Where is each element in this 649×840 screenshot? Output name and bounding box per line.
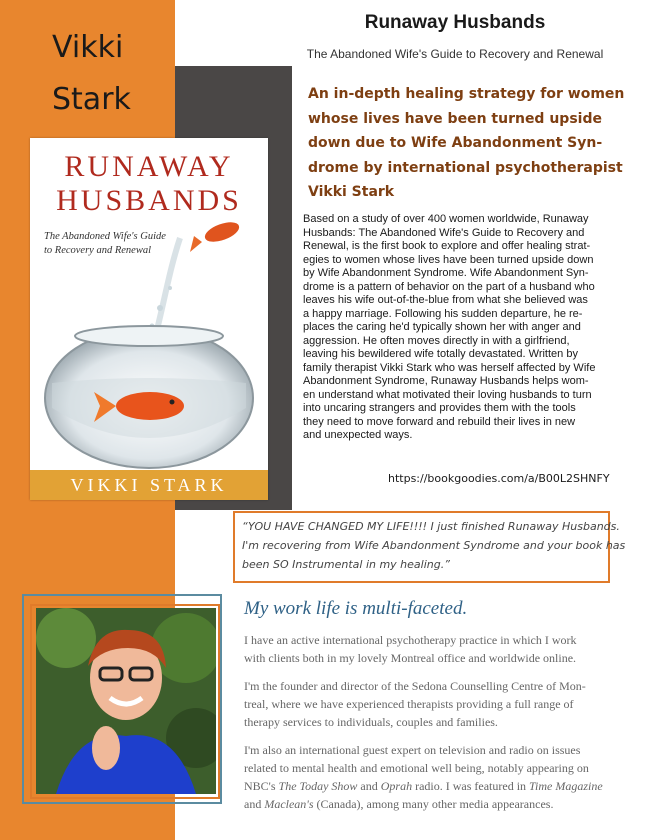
headline-line: whose lives have been turned upside: [308, 110, 602, 127]
work-paragraph: [244, 741, 639, 813]
description-line: Husbands: The Abandoned Wife's Guide to Recovery and: [303, 226, 585, 239]
book-cover-subtitle-line1: The Abandoned Wife's Guide: [44, 231, 166, 242]
testimonial-line: “YOU HAVE CHANGED MY LIFE!!!! I just finished Runaway Husbands.: [242, 520, 620, 533]
book-cover-subtitle-line2: to Recovery and Renewal: [44, 245, 151, 256]
headline-line: Vikki Stark: [308, 184, 395, 200]
work-paragraph: [244, 631, 639, 667]
work-text: and: [357, 779, 381, 793]
book-cover-subtitle: [44, 230, 194, 258]
book-cover-title-line2: HUSBANDS: [56, 184, 242, 217]
description-line: leaving his bewildered wife totally devastated. Written by: [303, 348, 578, 360]
author-portrait: [36, 608, 216, 794]
work-line: therapy services to individuals, couples and families.: [244, 715, 498, 729]
headline-line: drome by international psychotherapist: [308, 159, 623, 176]
work-line: I'm the founder and director of the Sedona Counselling Centre of Mon-: [244, 679, 586, 693]
page-subtitle: The Abandoned Wife's Guide to Recovery and Renewal: [306, 47, 604, 61]
work-line: I'm also an international guest expert on television and radio on issues: [244, 743, 581, 757]
show-name: The Today Show: [278, 779, 358, 793]
work-text: and: [244, 797, 265, 811]
book-cover: [30, 138, 268, 500]
description-line: Abandonment Syndrome, Runaway Husbands helps wom-: [303, 375, 589, 387]
work-paragraph: [244, 677, 639, 731]
work-line: treal, where we have experienced therapists providing a full range of: [244, 697, 574, 711]
description-line: by Wife Abandonment Syndrome. Wife Abandonment Syn-: [303, 267, 589, 279]
work-line: related to mental health and emotional well being, notably appearing on: [244, 761, 589, 775]
author-first-name: Vikki: [52, 30, 124, 65]
description-line: drome is a pattern of behavior on the part of a husband who: [303, 280, 595, 293]
work-section-body: [244, 631, 639, 823]
headline: [308, 82, 625, 205]
testimonial-box: [233, 511, 626, 583]
description-line: leaves his wife out-of-the-blue from what she believed was: [303, 294, 588, 306]
testimonial-line: I'm recovering from Wife Abandonment Syndrome and your book has: [242, 539, 626, 552]
description-line: Based on a study of over 400 women worldwide, Runaway: [303, 213, 589, 225]
description-line: family therapist Vikki Stark who was herself affected by Wife: [303, 361, 596, 374]
description-line: into uncaring strangers and provides them with the tools: [303, 402, 576, 414]
work-section-title: My work life is multi-faceted.: [244, 598, 468, 619]
book-description: [303, 213, 615, 443]
show-name: Oprah: [380, 779, 413, 793]
work-line: [244, 777, 639, 795]
work-line: [244, 795, 639, 813]
description-line: a happy marriage. Following his sudden departure, he re-: [303, 307, 583, 320]
author-last-name: Stark: [52, 82, 131, 117]
description-line: egies to women whose lives have been turned upside down: [303, 253, 594, 266]
work-line: with clients both in my lovely Montreal office and worldwide online.: [244, 651, 577, 665]
description-line: they need to move forward and rebuild their lives in new: [303, 415, 576, 428]
description-line: and unexpected ways.: [303, 429, 413, 441]
author-name: [52, 22, 131, 126]
description-line: places the caring he'd typically shown her with anger and: [303, 321, 581, 333]
testimonial-line: been SO Instrumental in my healing.”: [242, 558, 450, 571]
description-line: Renewal, is the first book to explore and offer healing strat-: [303, 240, 591, 252]
page-title: Runaway Husbands: [364, 12, 546, 33]
headline-line: An in-depth healing strategy for women: [308, 86, 625, 102]
work-line: I have an active international psychotherapy practice in which I work: [244, 633, 577, 647]
work-text: radio. I was featured in: [412, 779, 530, 793]
jumping-goldfish-icon: [190, 218, 242, 252]
publication-name: Maclean's: [264, 797, 314, 811]
book-link[interactable]: https://bookgoodies.com/a/B00L2SHNFY: [388, 472, 610, 485]
book-cover-author: VIKKI STARK: [30, 470, 268, 500]
description-line: aggression. He often moves directly in with a girlfriend,: [303, 334, 570, 347]
description-line: en understand what motivated their loving husbands to turn: [303, 388, 592, 401]
publication-name: Time Magazine: [529, 779, 603, 793]
work-text: NBC's: [244, 779, 279, 793]
book-cover-title-line1: RUNAWAY: [64, 150, 234, 183]
headline-line: down due to Wife Abandonment Syn-: [308, 135, 603, 151]
work-text: (Canada), among many other media appearances.: [313, 797, 554, 811]
